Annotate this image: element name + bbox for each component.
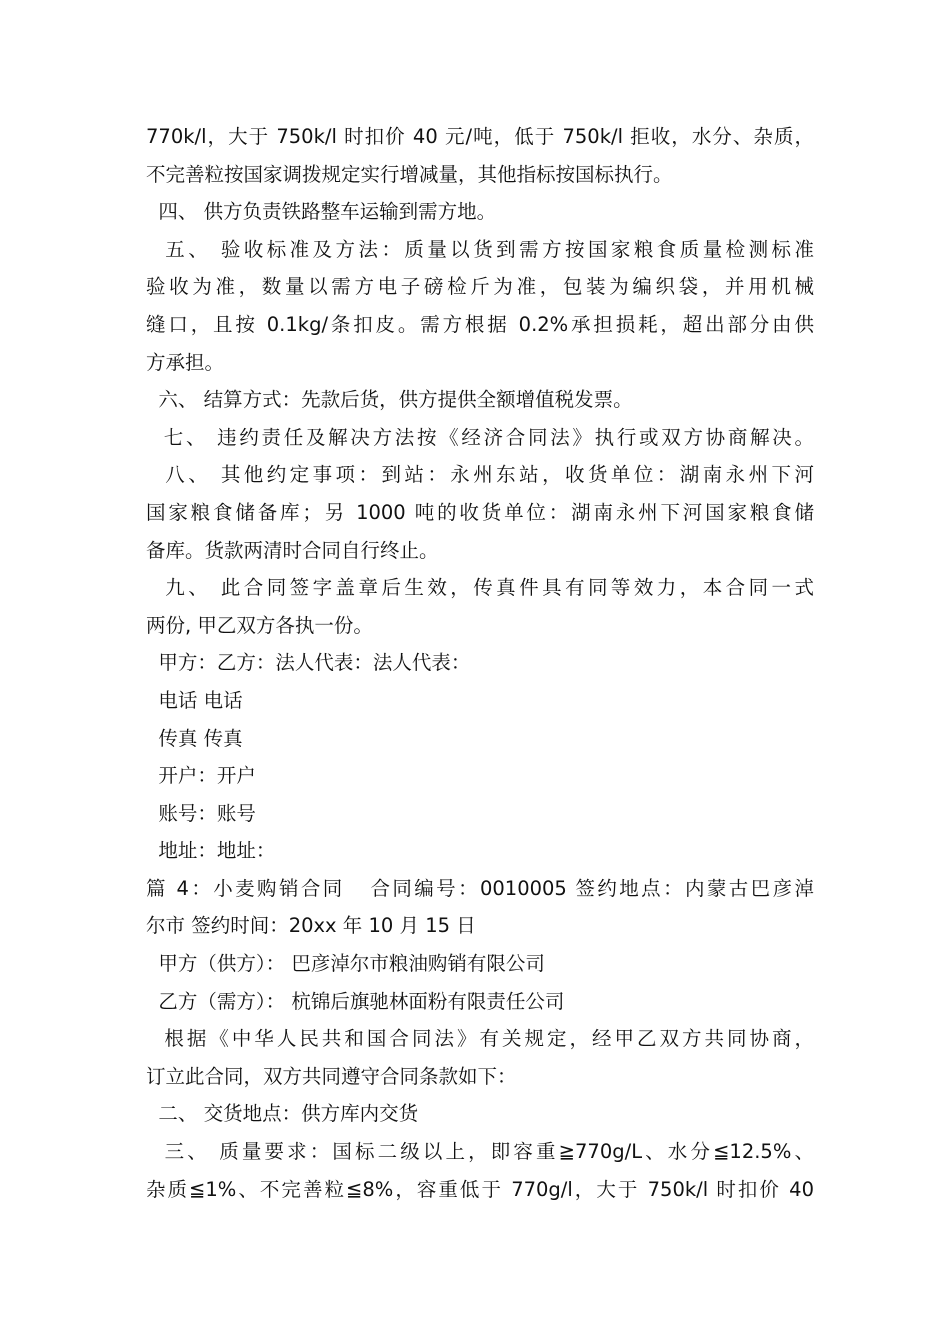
text-line: 缝口，且按 0.1kg/条扣皮。需方根据 0.2%承担损耗，超出部分由供 [146, 312, 814, 336]
clause-eight: 八、 其他约定事项：到站：永州东站，收货单位：湖南永州下河 [146, 463, 814, 487]
text-line: 770k/l，大于 750k/l 时扣价 40 元/吨，低于 750k/l 拒收，水分、杂质， [146, 125, 814, 148]
text-line: 不完善粒按国家调拨规定实行增减量，其他指标按国标执行。 [146, 162, 673, 186]
clause-two: 二、 交货地点：供方库内交货 [146, 1102, 419, 1126]
signature-address: 地址：地址： [146, 839, 276, 863]
party-b: 乙方（需方）： 杭锦后旗驰林面粉有限责任公司 [146, 989, 565, 1013]
text-line: 方承担。 [146, 350, 225, 374]
signature-parties: 甲方：乙方：法人代表：法人代表： [146, 651, 471, 675]
document-body [146, 118, 814, 1208]
text-line: 备库。货款两清时合同自行终止。 [146, 538, 439, 562]
signature-bank: 开户：开户 [146, 764, 256, 788]
text-line: 国家粮食储备库；另 1000 吨的收货单位：湖南永州下河国家粮食储 [146, 500, 814, 524]
text-line: 订立此合同，双方共同遵守合同条款如下： [146, 1064, 517, 1088]
clause-four: 四、 供方负责铁路整车运输到需方地。 [146, 200, 497, 224]
signature-account: 账号：账号 [146, 801, 256, 825]
preamble: 根据《中华人民共和国合同法》有关规定，经甲乙双方共同协商， [146, 1027, 814, 1051]
signature-phone: 电话 电话 [146, 688, 243, 712]
clause-five: 五、 验收标准及方法：质量以货到需方按国家粮食质量检测标准 [146, 237, 814, 261]
text-line: 两份, 甲乙双方各执一份。 [146, 613, 373, 637]
party-a: 甲方（供方）： 巴彦淖尔市粮油购销有限公司 [146, 952, 545, 976]
clause-six: 六、 结算方式：先款后货，供方提供全额增值税发票。 [146, 388, 633, 412]
signature-fax: 传真 传真 [146, 726, 243, 750]
text-line: 尔市 签约时间：20xx 年 10 月 15 日 [146, 914, 476, 938]
section-heading: 篇 4：小麦购销合同 合同编号：0010005 签约地点：内蒙古巴彦淖 [146, 876, 814, 900]
clause-nine: 九、 此合同签字盖章后生效，传真件具有同等效力，本合同一式 [146, 576, 814, 600]
clause-three: 三、 质量要求：国标二级以上，即容重≧770g/L、水分≦12.5%、 [146, 1140, 814, 1164]
text-line: 验收为准，数量以需方电子磅检斤为准，包装为编织袋，并用机械 [146, 275, 814, 299]
text-line: 杂质≦1%、不完善粒≦8%，容重低于 770g/l，大于 750k/l 时扣价 40 [146, 1177, 814, 1201]
clause-seven: 七、 违约责任及解决方法按《经济合同法》执行或双方协商解决。 [146, 425, 814, 449]
